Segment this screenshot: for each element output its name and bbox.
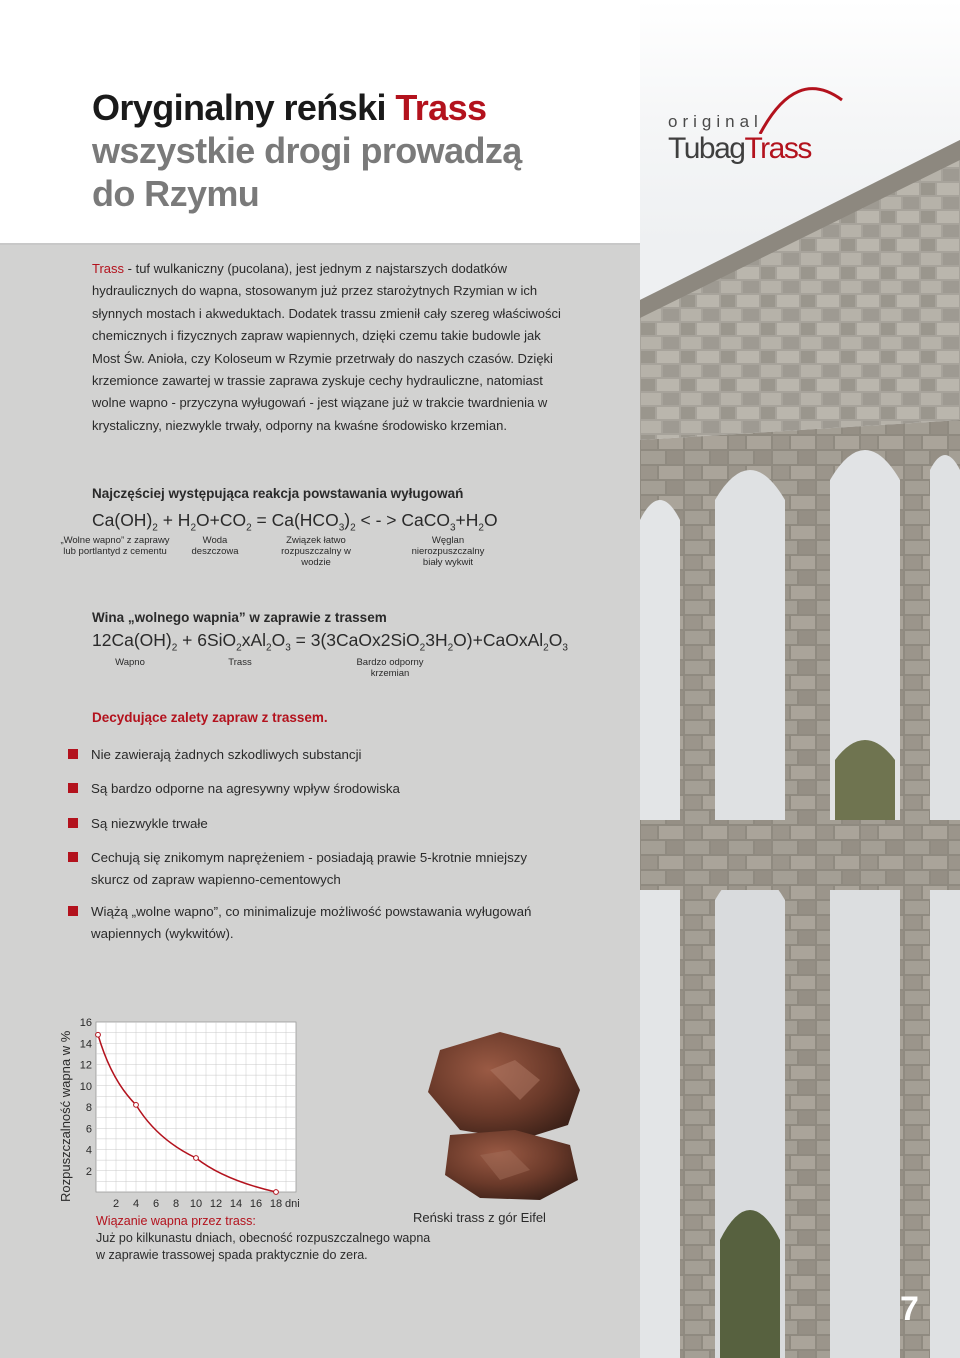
logo-brand-part2: Trass bbox=[744, 132, 811, 165]
page-title bbox=[92, 86, 522, 215]
chart-y-tick-label: 8 bbox=[85, 1102, 92, 1114]
bullet-square-icon bbox=[68, 852, 78, 862]
aqueduct-illustration bbox=[640, 0, 960, 1358]
page-number: 7 bbox=[900, 1290, 919, 1328]
chart-y-tick-label: 4 bbox=[85, 1144, 92, 1157]
chart-x-tick-label: 18 bbox=[269, 1198, 283, 1210]
reaction2-formula: $12Ca(OH)_2 + 6SiO_2xAl_2O_3$ = $3(3CaOx2SiO_23H_2O)+CaOxAl_2O_3$ bbox=[92, 630, 568, 654]
chart-x-tick-label: 6 bbox=[152, 1198, 160, 1210]
chart-x-tick-label: 10 bbox=[189, 1198, 203, 1210]
bullet-square-icon bbox=[68, 749, 78, 759]
reaction1-note-4: Węglan nierozpuszczalny biały wykwit bbox=[411, 535, 485, 568]
chart-x-tick-label: 12 bbox=[209, 1198, 223, 1210]
reaction1-note-3: Związek łatwo rozpuszczalny w wodzie bbox=[281, 535, 351, 568]
reaction2-title: Wina „wolnego wapnia” w zaprawie z trassem bbox=[92, 610, 387, 625]
reaction1-note-2: Woda deszczowa bbox=[191, 535, 239, 557]
reaction2-note-1: Wapno bbox=[115, 657, 145, 668]
chart-y-tick-label: 14 bbox=[79, 1038, 92, 1051]
chart-x-tick-label: 16 bbox=[249, 1198, 263, 1210]
reaction1-note-1: „Wolne wapno” z zaprawy lub portlantyd z cementu bbox=[60, 535, 170, 557]
chart-caption-text: Już po kilkunastu dniach, obecność rozpuszczalnego wapna w zaprawie trassowej spada praktycznie do zera. bbox=[96, 1231, 431, 1262]
title-line-3: do Rzymu bbox=[92, 173, 260, 214]
chart-y-tick-label: 6 bbox=[85, 1123, 92, 1136]
reaction1-formula: $Ca(OH)_2 + H_2O+CO_2 = Ca(HCO_3)_2$ < - > $CaCO_3+H_2O$ bbox=[92, 510, 498, 534]
trass-rock-image bbox=[420, 1030, 585, 1202]
solubility-chart bbox=[56, 1012, 386, 1232]
title-line-1: Oryginalny reński bbox=[92, 87, 396, 128]
logo-arc-icon bbox=[756, 74, 846, 134]
intro-text: - tuf wulkaniczny (pucolana), jest jednym z najstarszych dodatków hydraulicznych do wapna, stosowanym już przez starożytnych Rzymian w ich słynnych mostach i akweduktach. Dodatek trassu zmienił cały szereg właściwości chemicznych i fizycznych zapraw wapiennych, dzięki czemu takie budowle jak Most Św. Anioła, czy Koloseum w Rzymie przetrwały do naszych czasów. Dzięki krzemionce zawartej w trassie zaprawa zyskuje cechy hydrauliczne, natomiast wolne wapno - przyczyna wyługowań - jest wiązane już w trakcie twardnienia w krystaliczny, niezwykle trwały, odporny na kwaśne środowisko krzemian. bbox=[92, 261, 561, 433]
chart-x-tick-label: 4 bbox=[132, 1198, 140, 1210]
advantage-item: Cechują się znikomym naprężeniem - posiadają prawie 5-krotnie mniejszy skurcz od zapraw wapienno-cementowych bbox=[68, 847, 568, 891]
chart-data-point bbox=[274, 1190, 279, 1195]
logo-small-text: original bbox=[668, 112, 763, 131]
chart-caption-title: Wiązanie wapna przez trass: bbox=[96, 1214, 256, 1228]
bullet-square-icon bbox=[68, 818, 78, 828]
reaction2-note-2: Trass bbox=[228, 657, 252, 668]
chart-y-tick-label: 12 bbox=[79, 1059, 92, 1072]
chart-data-point bbox=[194, 1156, 199, 1161]
aqueduct-photo bbox=[640, 0, 960, 1358]
chart-data-point bbox=[96, 1032, 101, 1037]
chart-caption bbox=[96, 1213, 436, 1264]
chart-data-point bbox=[134, 1102, 139, 1107]
bullet-square-icon bbox=[68, 783, 78, 793]
chart-y-tick-label: 16 bbox=[79, 1017, 92, 1029]
tubag-trass-logo bbox=[668, 110, 838, 170]
title-accent: Trass bbox=[395, 87, 487, 128]
title-line-2: wszystkie drogi prowadzą bbox=[92, 130, 522, 171]
chart-x-tick-label: 2 bbox=[112, 1198, 120, 1210]
advantages-title: Decydujące zalety zapraw z trassem. bbox=[92, 710, 328, 725]
advantage-item: Nie zawierają żadnych szkodliwych substancji bbox=[68, 744, 568, 766]
logo-brand bbox=[668, 132, 811, 166]
bullet-square-icon bbox=[68, 906, 78, 916]
chart-grid bbox=[96, 1022, 296, 1192]
reaction1-title: Najczęściej występująca reakcja powstawania wyługowań bbox=[92, 486, 464, 501]
advantage-item: Wiążą „wolne wapno”, co minimalizuje możliwość powstawania wyługowań wapiennych (wykwitów). bbox=[68, 901, 568, 945]
chart-x-label: dni bbox=[285, 1198, 300, 1210]
intro-paragraph bbox=[92, 258, 562, 437]
logo-brand-part1: Tubag bbox=[668, 132, 745, 165]
chart-y-label: Rozpuszczalność wapna w % bbox=[58, 1030, 73, 1202]
reaction2-note-3: Bardzo odporny krzemian bbox=[356, 657, 424, 679]
chart-y-tick-label: 2 bbox=[85, 1165, 92, 1178]
chart-x-tick-label: 8 bbox=[172, 1198, 180, 1210]
advantage-item: Są niezwykle trwałe bbox=[68, 813, 568, 835]
advantage-item: Są bardzo odporne na agresywny wpływ środowiska bbox=[68, 778, 568, 800]
intro-lead: Trass bbox=[92, 261, 125, 276]
rock-caption: Reński trass z gór Eifel bbox=[413, 1210, 546, 1225]
chart-x-tick-label: 14 bbox=[229, 1198, 243, 1210]
chart-y-tick-label: 10 bbox=[79, 1080, 92, 1093]
